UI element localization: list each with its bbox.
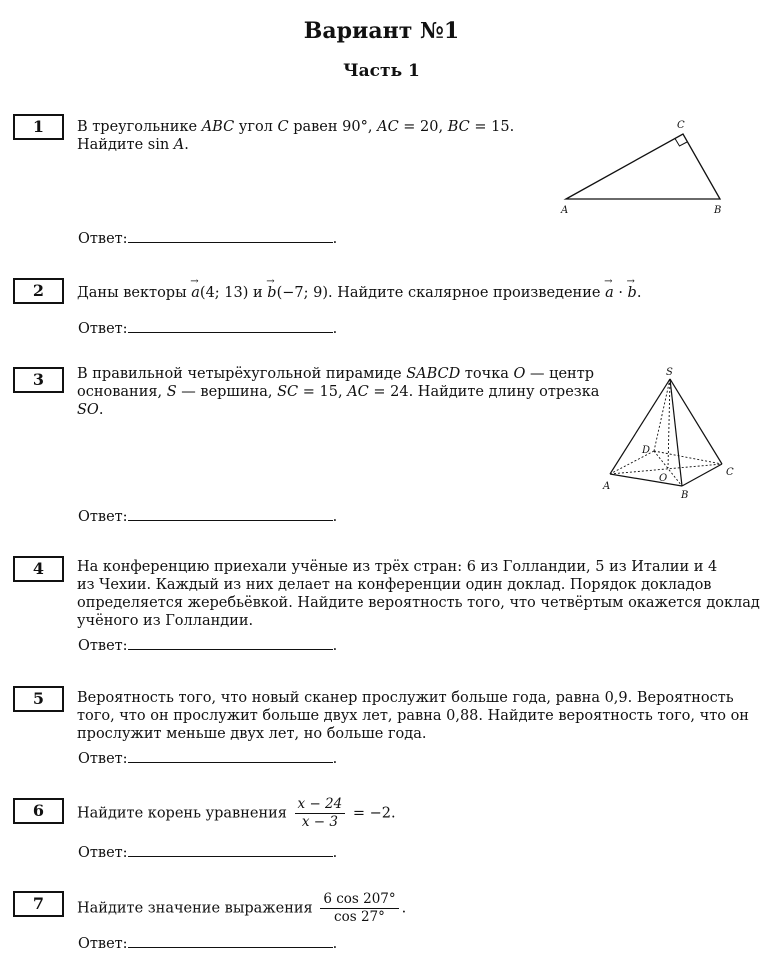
task-number-5: 5 xyxy=(13,686,64,712)
task-1-text xyxy=(77,118,514,154)
vertex-label-c: C xyxy=(726,467,734,478)
task-1-line-2: Найдите sin A. xyxy=(77,137,189,153)
vertex-label-s: S xyxy=(666,367,673,378)
answer-line[interactable] xyxy=(128,636,333,650)
task-2-text: Даны векторы → a(4; 13) и → b(−7; 9). Найдите скалярное произведение → a · → b. xyxy=(77,284,641,302)
vector-a: → a xyxy=(191,284,200,302)
task-3-text xyxy=(77,365,599,419)
task-3-line-1: В правильной четырёхугольной пирамиде SABCD точка O — центр xyxy=(77,366,594,382)
answer-field-6[interactable]: Ответ: . xyxy=(78,845,338,861)
triangle-abc xyxy=(566,134,720,199)
edge-ab xyxy=(610,474,682,486)
answer-field-7[interactable]: Ответ: . xyxy=(78,936,338,952)
part-title: Часть 1 xyxy=(343,61,420,81)
answer-field-1[interactable]: Ответ: . xyxy=(78,231,338,247)
edge-sa xyxy=(610,379,670,474)
right-angle-mark xyxy=(675,139,687,147)
answer-field-5[interactable]: Ответ: . xyxy=(78,751,338,767)
vector-b: → b xyxy=(267,284,276,302)
task-4-text xyxy=(77,558,760,630)
task-7-text: Найдите значение выражения $\frac{6 \cos 207^\circ}{\cos 27^\circ}$ . xyxy=(77,891,407,925)
edge-dc-hidden xyxy=(654,451,722,464)
task-3-line-3: SO. xyxy=(77,402,104,418)
answer-field-2[interactable]: Ответ: . xyxy=(78,321,338,337)
triangle-figure xyxy=(555,115,735,220)
task-5-text xyxy=(77,689,749,743)
task-number-1: 1 xyxy=(13,114,64,140)
vertex-label-o: O xyxy=(659,473,668,484)
task-number-7: 7 xyxy=(13,891,64,917)
task-5-line-1: Вероятность того, что новый сканер прослужит больше года, равна 0,9. Вероятность xyxy=(77,690,734,706)
task-number-2: 2 xyxy=(13,278,64,304)
task-3-line-2: основания, S — вершина, SC = 15, AC = 24. Найдите длину отрезка xyxy=(77,384,600,400)
page-title: Вариант №1 xyxy=(303,18,460,44)
edge-bc xyxy=(682,464,722,486)
task-number-4: 4 xyxy=(13,556,64,582)
answer-field-3[interactable]: Ответ: . xyxy=(78,509,338,525)
task-number-3: 3 xyxy=(13,367,64,393)
answer-line[interactable] xyxy=(128,749,333,763)
edge-sd-hidden xyxy=(654,379,670,451)
task-5-line-2: того, что он прослужит больше двух лет, равна 0,88. Найдите вероятность того, что он xyxy=(77,708,749,724)
pyramid-figure xyxy=(595,362,750,507)
vertex-label-c: C xyxy=(677,120,685,131)
equation-fraction: $\frac{x - 24}{x - 3}$ xyxy=(295,796,346,831)
task-4-line-2: из Чехии. Каждый из них делает на конференции один доклад. Порядок докладов xyxy=(77,577,712,593)
vertex-label-d: D xyxy=(642,445,651,456)
answer-field-4[interactable]: Ответ: . xyxy=(78,638,338,654)
vertex-label-a: A xyxy=(603,481,611,492)
answer-line[interactable] xyxy=(128,319,333,333)
task-number-6: 6 xyxy=(13,798,64,824)
task-4-line-4: учёного из Голландии. xyxy=(77,613,254,629)
vertex-label-a: A xyxy=(561,205,569,216)
answer-line[interactable] xyxy=(128,934,333,948)
vertex-label-b: B xyxy=(714,205,722,216)
task-4-line-3: определяется жеребьёвкой. Найдите вероятность того, что четвёртым окажется доклад xyxy=(77,595,760,611)
task-6-text: Найдите корень уравнения $\frac{x - 24}{x - 3}$ = −2. xyxy=(77,796,396,830)
answer-line[interactable] xyxy=(128,229,333,243)
task-5-line-3: прослужит меньше двух лет, но больше года. xyxy=(77,726,427,742)
height-so xyxy=(668,379,670,468)
vertex-label-b: B xyxy=(681,490,689,501)
task-1-line-1: В треугольнике ABC угол C равен 90°, AC = 20, BC = 15. xyxy=(77,119,515,135)
task-4-line-1: На конференцию приехали учёные из трёх стран: 6 из Голландии, 5 из Италии и 4 xyxy=(77,559,718,575)
answer-line[interactable] xyxy=(128,507,333,521)
expression-fraction: $\frac{6 \cos 207^\circ}{\cos 27^\circ}$ xyxy=(320,891,398,926)
answer-line[interactable] xyxy=(128,843,333,857)
